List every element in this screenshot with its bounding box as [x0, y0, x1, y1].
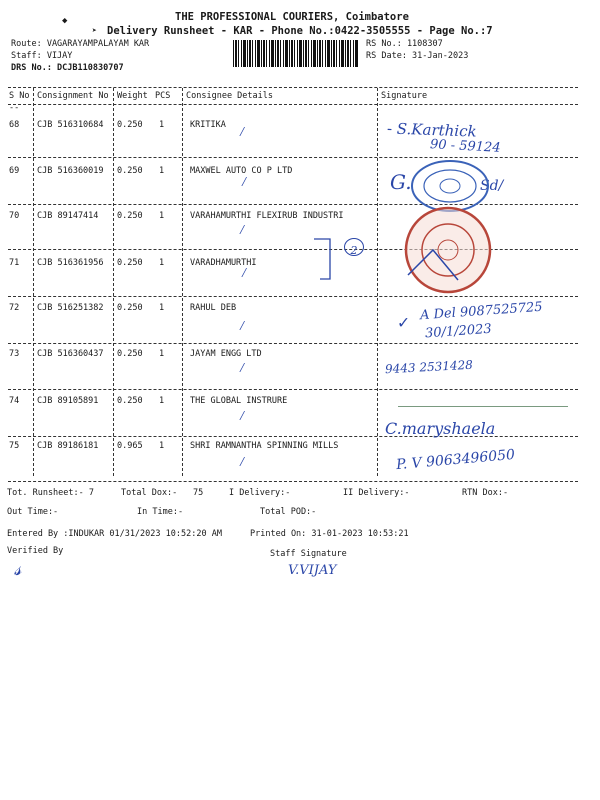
row-pcs: 1	[159, 211, 165, 221]
row-rule	[8, 157, 578, 158]
row-consignment: CJB 516360437	[37, 349, 104, 359]
row-rule	[8, 343, 578, 344]
check-mark-icon: ⁄	[240, 174, 249, 190]
rs-number: RS No.: 1108307	[366, 39, 443, 49]
signature-row72-date: 30/1/2023	[424, 321, 493, 342]
col-header-sno: S No	[9, 91, 30, 101]
row-rule	[8, 389, 578, 390]
printer-mark-icon: ◆	[62, 16, 68, 26]
total-runsheet: Tot. Runsheet:- 7	[7, 488, 94, 498]
row-pcs: 1	[159, 349, 165, 359]
total-dox-value: 75	[193, 488, 204, 498]
row-weight: 0.250	[117, 349, 143, 359]
row-weight: 0.250	[117, 258, 143, 268]
col-divider	[377, 88, 378, 476]
row-weight: 0.250	[117, 303, 143, 313]
check-mark-icon: ⁄	[238, 124, 247, 140]
row-consignee: RAHUL DEB	[190, 303, 237, 313]
drs-number: DRS No.: DCJB110830707	[11, 63, 124, 73]
col-header-dash: --	[9, 103, 20, 113]
row-consignee: VARADHAMURTHI	[190, 258, 257, 268]
check-mark-icon: ⁄	[238, 318, 247, 334]
check-mark-icon: ⁄	[238, 454, 247, 470]
row-consignment: CJB 89147414	[37, 211, 99, 221]
row-pcs: 1	[159, 303, 165, 313]
row-sno: 69	[9, 166, 20, 176]
signature-row68: - S.Karthick	[386, 119, 477, 141]
table-bottom-rule	[8, 481, 578, 482]
row-consignee: VARAHAMURTHI FLEXIRUB INDUSTRI	[190, 211, 344, 221]
table-top-rule	[8, 87, 578, 88]
row-sno: 71	[9, 258, 20, 268]
signature-row69: G.	[390, 170, 412, 194]
row-consignment: CJB 516310684	[37, 120, 104, 130]
row-consignment: CJB 89186181	[37, 441, 99, 451]
barcode	[233, 40, 358, 67]
row-pcs: 1	[159, 396, 165, 406]
printed-on: Printed On: 31-01-2023 10:53:21	[250, 529, 409, 539]
company-stamp-red	[398, 205, 498, 295]
circled-number	[344, 238, 364, 256]
row-consignment: CJB 516251382	[37, 303, 104, 313]
signature-row74: C.maryshaela	[385, 419, 496, 438]
signature-underline	[398, 406, 568, 407]
ii-delivery: II Delivery:-	[343, 488, 410, 498]
row-weight: 0.250	[117, 166, 143, 176]
col-header-pcs: PCS	[155, 91, 171, 101]
i-delivery: I Delivery:-	[229, 488, 291, 498]
row-pcs: 1	[159, 120, 165, 130]
check-mark-icon: ✓	[398, 312, 409, 333]
rtn-dox: RTN Dox:-	[462, 488, 509, 498]
staff-signature: V.VIJAY	[288, 563, 337, 578]
runsheet-subtitle: Delivery Runsheet - KAR - Phone No.:0422-3505555 - Page No.:7	[107, 25, 493, 37]
circled-number-text: 2	[350, 244, 358, 257]
row-consignment: CJB 516360019	[37, 166, 104, 176]
col-divider	[182, 88, 183, 476]
row-weight: 0.250	[117, 211, 143, 221]
route-label: Route: VAGARAYAMPALAYAM KAR	[11, 39, 150, 49]
verified-by-label: Verified By	[7, 546, 64, 556]
row-consignee: SHRI RAMNANTHA SPINNING MILLS	[190, 441, 339, 451]
table-header-rule	[8, 104, 578, 105]
out-time: Out Time:-	[7, 507, 59, 517]
rs-date: RS Date: 31-Jan-2023	[366, 51, 469, 61]
signature-row68-phone: 90 - 59124	[429, 137, 501, 156]
staff-label: Staff: VIJAY	[11, 51, 73, 61]
arrow-mark-icon: ➤	[92, 26, 97, 35]
row-weight: 0.965	[117, 441, 143, 451]
row-consignment: CJB 516361956	[37, 258, 104, 268]
total-dox-label: Total Dox:-	[121, 488, 178, 498]
row-sno: 74	[9, 396, 20, 406]
row-sno: 70	[9, 211, 20, 221]
row-weight: 0.250	[117, 120, 143, 130]
check-mark-icon: ⁄	[238, 222, 247, 238]
row-consignment: CJB 89105891	[37, 396, 99, 406]
row-consignee: THE GLOBAL INSTRURE	[190, 396, 288, 406]
row-consignee: KRITIKA	[190, 120, 226, 130]
total-pod: Total POD:-	[260, 507, 317, 517]
verified-signature: 𝓈	[14, 556, 22, 580]
row-rule	[8, 296, 578, 297]
company-title: THE PROFESSIONAL COURIERS, Coimbatore	[175, 11, 409, 23]
signature-row73: 9443 2531428	[384, 357, 474, 377]
row-weight: 0.250	[117, 396, 143, 406]
row-pcs: 1	[159, 166, 165, 176]
entered-by: Entered By :INDUKAR 01/31/2023 10:52:20 AM	[7, 529, 222, 539]
col-divider	[113, 88, 114, 476]
in-time: In Time:-	[137, 507, 184, 517]
col-header-signature: Signature	[381, 91, 428, 101]
row-sno: 73	[9, 349, 20, 359]
check-mark-icon: ⁄	[238, 360, 247, 376]
col-header-consignment: Consignment No	[37, 91, 109, 101]
row-pcs: 1	[159, 258, 165, 268]
signature-row75: P. V 9063496050	[395, 446, 516, 474]
row-consignee: JAYAM ENGG LTD	[190, 349, 262, 359]
row-sno: 75	[9, 441, 20, 451]
check-mark-icon: ⁄	[240, 265, 249, 281]
col-header-weight: Weight	[117, 91, 148, 101]
signature-row72: A Del 9087525725	[419, 299, 544, 324]
signature-row69-scribble: Sd/	[480, 178, 504, 194]
row-pcs: 1	[159, 441, 165, 451]
check-mark-icon: ⁄	[238, 408, 247, 424]
row-consignee: MAXWEL AUTO CO P LTD	[190, 166, 293, 176]
col-divider	[33, 88, 34, 476]
row-sno: 68	[9, 120, 20, 130]
staff-signature-label: Staff Signature	[270, 549, 347, 559]
col-header-details: Consignee Details	[186, 91, 273, 101]
row-sno: 72	[9, 303, 20, 313]
